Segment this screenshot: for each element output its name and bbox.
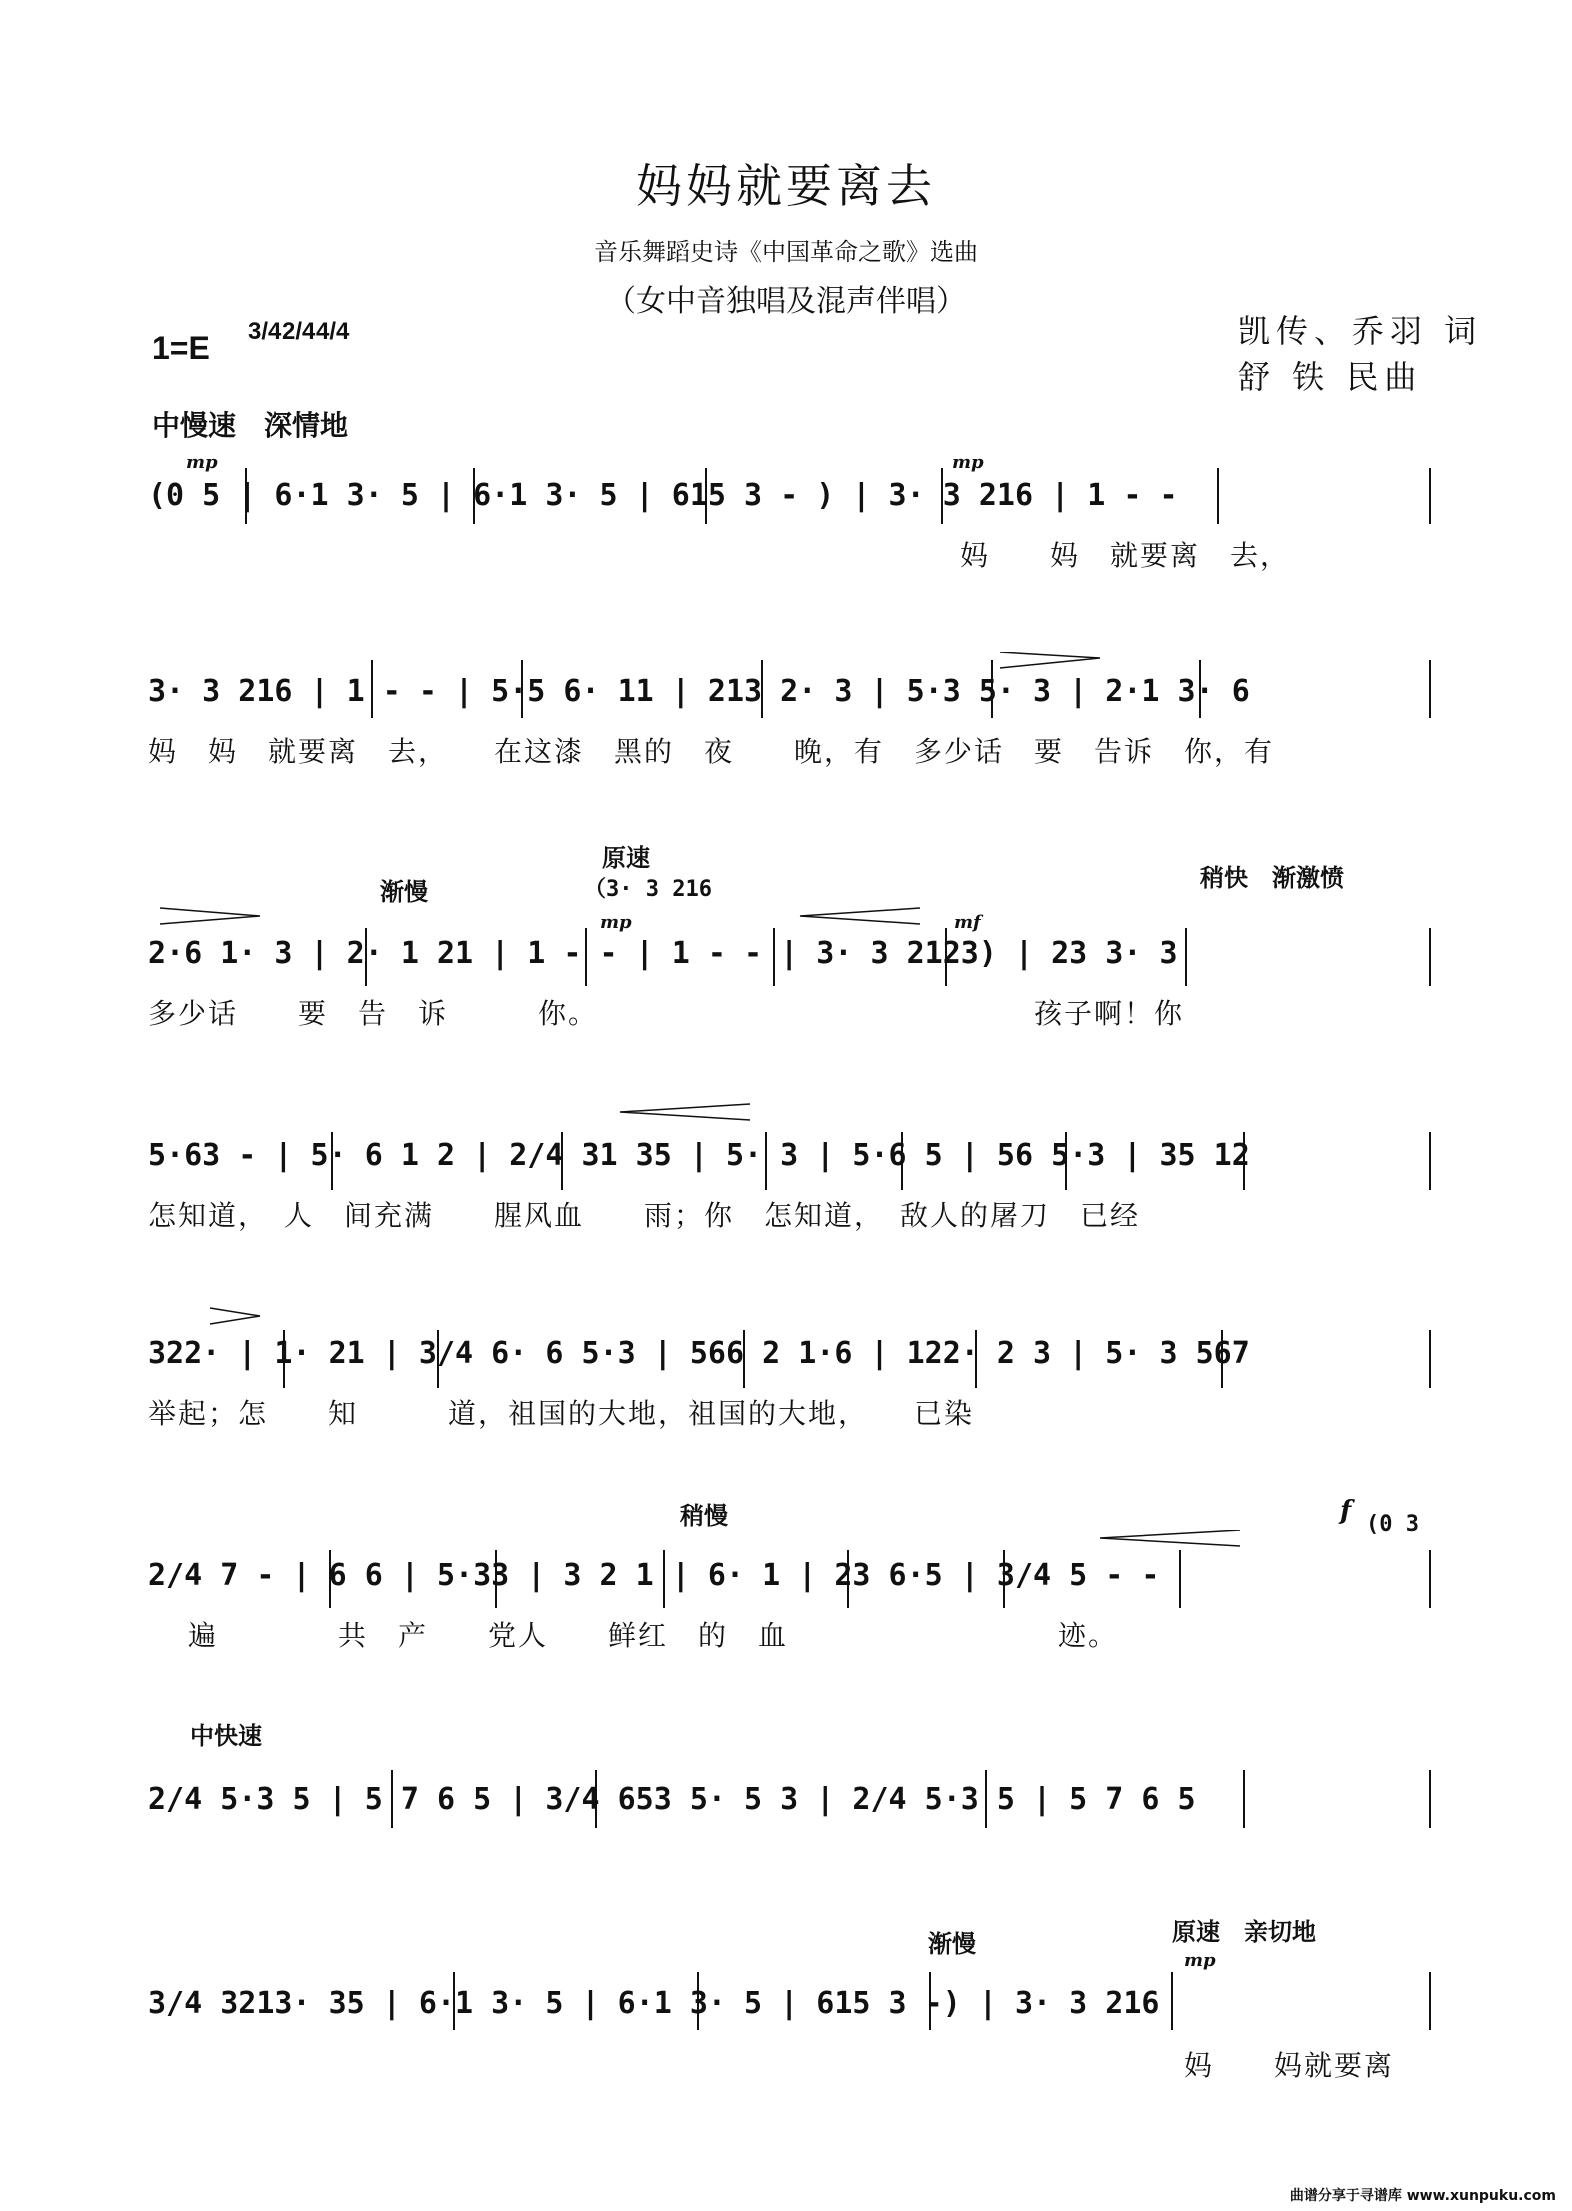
- time-signature-2-4: 2/4: [282, 318, 316, 345]
- key-signature: 1=E: [152, 330, 210, 366]
- song-subtitle: 音乐舞蹈史诗《中国革命之歌》选曲: [594, 238, 978, 266]
- tempo-marking-a-tempo-2: 原速 亲切地: [1172, 1919, 1316, 1946]
- lyrics-line-3: 多少话 要 告 诉 你。 孩子啊！你: [148, 997, 1185, 1030]
- dynamic-mark: mf: [954, 912, 981, 933]
- barlines-system-1: [0, 462, 1572, 542]
- song-title: 妈妈就要离去: [636, 159, 936, 213]
- dynamic-mark: mp: [952, 452, 984, 473]
- tempo-marking-faster: 稍快 渐激愤: [1200, 865, 1344, 892]
- lyrics-line-2: 妈 妈 就要离 去， 在这漆 黑的 夜 晚，有 多少话 要 告诉 你，有: [148, 735, 1275, 768]
- notation-line-3: 2·6 1· 3 | 2· 1 21 | 1 - - | 1 - - | 3· 3 2123) | 23 3· 3: [148, 936, 1178, 971]
- lyricist-credit: 凯传、乔羽 词: [1238, 312, 1483, 350]
- time-signature-4-4: 4/4: [316, 318, 350, 345]
- notation-line-8: 3/4 3213· 35 | 6·1 3· 5 | 6·1 3· 5 | 615 3 -) | 3· 3 216: [148, 1986, 1160, 2021]
- barlines-system-4: [0, 1100, 1572, 1200]
- tempo-marking-rit: 渐慢: [380, 879, 428, 906]
- dynamic-mark: mp: [1184, 1950, 1216, 1971]
- tempo-marking-rit-2: 渐慢: [928, 1931, 976, 1958]
- cue-notes: （3· 3 216: [584, 877, 712, 902]
- dynamic-mark: f: [1340, 1496, 1352, 1526]
- barlines-system-3: [0, 900, 1572, 1000]
- lyrics-line-4: 怎知道， 人 间充满 腥风血 雨；你 怎知道， 敌人的屠刀 已经: [148, 1199, 1141, 1232]
- time-signature-3-4: 3/4: [248, 318, 282, 345]
- composer-credit: 舒 铁 民曲: [1238, 358, 1423, 396]
- lyrics-line-1: 妈 妈 就要离 去，: [960, 539, 1291, 572]
- notation-line-4: 5·63 - | 5· 6 1 2 | 2/4 31 35 | 5· 3 | 5·6 5 | 56 5·3 | 35 12: [148, 1138, 1250, 1173]
- tempo-marking-slower: 稍慢: [680, 1503, 728, 1530]
- dynamic-mark: mp: [186, 452, 218, 473]
- notation-line-2: 3· 3 216 | 1 - - | 5·5 6· 11 | 213 2· 3 | 5·3 5· 3 | 2·1 3· 6: [148, 674, 1250, 709]
- footer-source: 曲谱分享于寻谱库 www.xunpuku.com: [1289, 2188, 1556, 2204]
- dynamic-mark: mp: [600, 912, 632, 933]
- barlines-system-6: [0, 1530, 1572, 1630]
- lyrics-line-6: 遍 共 产 党人 鲜红 的 血 迹。: [188, 1619, 1119, 1652]
- barlines-system-5: [0, 1300, 1572, 1400]
- notation-line-5: 322· | 1· 21 | 3/4 6· 6 5·3 | 566 2 1·6 | 122· 2 3 | 5· 3 567: [148, 1336, 1250, 1371]
- barlines-system-7: [0, 1750, 1572, 1830]
- notation-line-6: 2/4 7 - | 6 6 | 5·33 | 3 2 1 | 6· 1 | 23 6·5 | 3/4 5 - -: [148, 1558, 1160, 1593]
- cue-notes: (0 3: [1366, 1512, 1419, 1537]
- tempo-marking-1: 中慢速 深情地: [152, 410, 349, 441]
- lyrics-line-5: 举起；怎 知 道，祖国的大地，祖国的大地， 已染: [148, 1397, 975, 1430]
- tempo-marking-a-tempo: 原速: [602, 845, 650, 872]
- barlines-system-8: [0, 1950, 1572, 2040]
- barlines-system-2: [0, 652, 1572, 732]
- lyrics-line-8: 妈 妈就要离: [1184, 2049, 1395, 2082]
- song-voicing: （女中音独唱及混声伴唱）: [606, 284, 966, 319]
- notation-line-1: (0 5 | 6·1 3· 5 | 6·1 3· 5 | 615 3 - ) | 3· 3 216 | 1 - -: [148, 478, 1178, 513]
- tempo-marking-moderately-fast: 中快速: [190, 1723, 262, 1750]
- notation-line-7: 2/4 5·3 5 | 5 7 6 5 | 3/4 653 5· 5 3 | 2/4 5·3 5 | 5 7 6 5: [148, 1782, 1196, 1817]
